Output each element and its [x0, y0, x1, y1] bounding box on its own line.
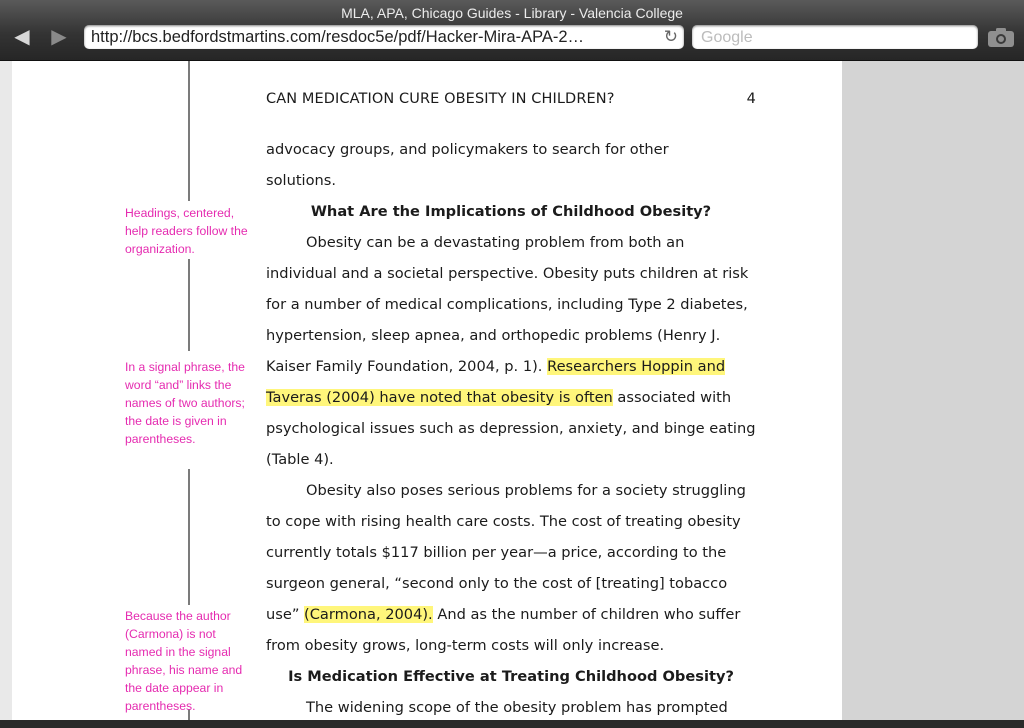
- running-head: [266, 91, 756, 107]
- highlight: (Carmona, 2004).: [304, 606, 433, 623]
- text-line: individual and a societal perspective. Obesity puts children at risk: [266, 265, 749, 282]
- text-line: hypertension, sleep apnea, and orthopedic problems (Henry J.: [266, 327, 721, 344]
- text-line: from obesity grows, long-term costs will only increase.: [266, 637, 665, 654]
- text-line: (Table 4).: [266, 451, 334, 468]
- margin-annotation: In a signal phrase, the word “and” links the names of two authors; the date is given in parentheses.: [125, 360, 245, 446]
- text-line: Obesity can be a devastating problem from both an: [306, 234, 685, 251]
- browser-toolbar: [0, 0, 1024, 61]
- margin-annotation: Headings, centered, help readers follow the organization.: [125, 206, 248, 256]
- text-segment: And as the number of children who suffer: [432, 606, 741, 623]
- text-line: for a number of medical complications, including Type 2 diabetes,: [266, 296, 748, 313]
- body-text: [266, 139, 776, 728]
- url-text[interactable]: http://bcs.bedfordstmartins.com/resdoc5e/pdf/Hacker-Mira-APA-2…: [91, 28, 585, 46]
- highlight: Researchers Hoppin and: [547, 358, 726, 375]
- text-line: [266, 356, 776, 387]
- section-heading: What Are the Implications of Childhood Obesity?: [310, 203, 712, 220]
- running-head-title: CAN MEDICATION CURE OBESITY IN CHILDREN?: [266, 91, 615, 107]
- text-line: [266, 387, 776, 418]
- text-line: currently totals $117 billion per year—a price, according to the: [266, 544, 727, 561]
- viewer-background: [842, 61, 1024, 720]
- text-line: psychological issues such as depression, anxiety, and binge eating: [266, 420, 756, 437]
- text-line: advocacy groups, and policymakers to search for other: [266, 141, 669, 158]
- section-heading: Is Medication Effective at Treating Childhood Obesity?: [288, 668, 734, 685]
- text-segment: use”: [266, 606, 305, 623]
- margin-rule: [188, 469, 190, 605]
- text-line: solutions.: [266, 172, 337, 189]
- margin-annotation: Because the author (Carmona) is not named in the signal phrase, his name and the date appear in parentheses.: [125, 609, 243, 713]
- search-input[interactable]: [699, 26, 973, 50]
- pdf-page: [12, 61, 843, 720]
- search-field[interactable]: [692, 25, 978, 49]
- camera-icon[interactable]: [985, 24, 1017, 50]
- text-line: [266, 604, 776, 635]
- highlight: Taveras (2004) have noted that obesity is often: [266, 389, 613, 406]
- text-line: The widening scope of the obesity problem has prompted: [306, 699, 728, 716]
- back-icon[interactable]: ◀: [14, 26, 30, 48]
- reload-icon[interactable]: ↻: [663, 27, 678, 46]
- margin-rule: [188, 259, 190, 351]
- text-segment: associated with: [612, 389, 732, 406]
- text-line: Obesity also poses serious problems for a society struggling: [306, 482, 746, 499]
- margin-rule: [188, 61, 190, 201]
- page-number: 4: [746, 91, 756, 107]
- text-segment: Kaiser Family Foundation, 2004, p. 1).: [266, 358, 548, 375]
- window-title: MLA, APA, Chicago Guides - Library - Valencia College: [341, 5, 683, 21]
- forward-icon[interactable]: ▶: [51, 26, 67, 48]
- text-line: to cope with rising health care costs. The cost of treating obesity: [266, 513, 741, 530]
- document-viewport[interactable]: [0, 61, 1024, 720]
- address-bar[interactable]: [84, 25, 684, 49]
- text-line: surgeon general, “second only to the cost of [treating] tobacco: [266, 575, 728, 592]
